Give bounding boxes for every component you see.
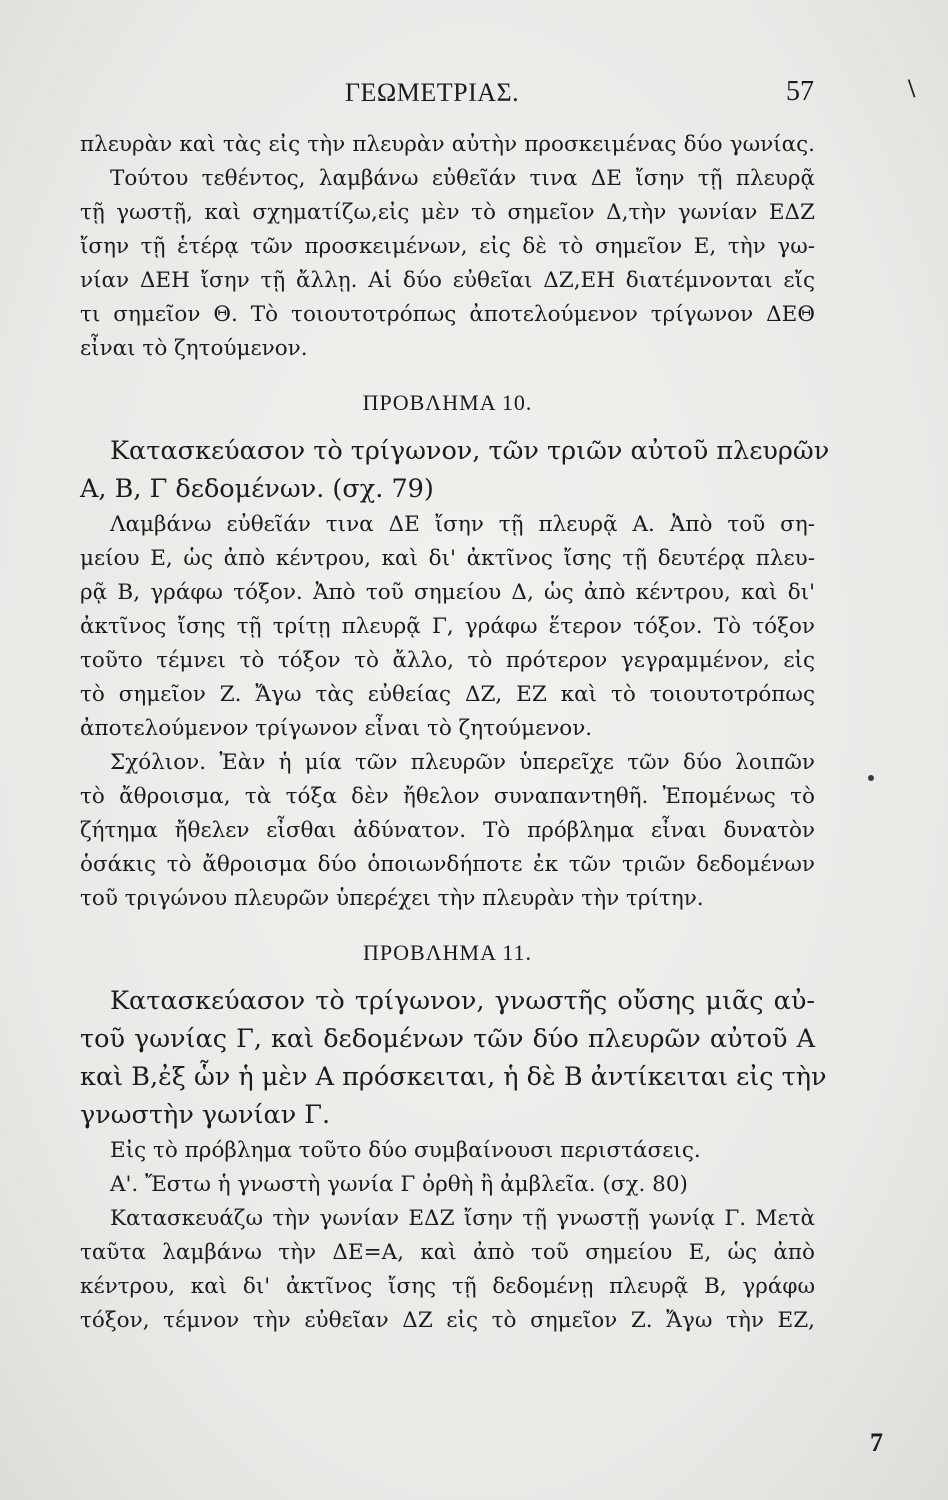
text-line: τὸ ἄθροισμα, τὰ τόξα δὲν ἤθελον συναπαντηθῆ. Ἐπομένως τὸ — [80, 784, 815, 809]
text-line: τὸ σημεῖον Ζ. Ἄγω τὰς εὐθείας ΔΖ, ΕΖ καὶ τὸ τοιουτοτρόπως — [80, 682, 815, 707]
text-line: τι σημεῖον Θ. Τὸ τοιουτοτρόπως ἀποτελούμενον τρίγωνον ΔΕΘ — [80, 302, 815, 327]
text-line: πλευρὰν καὶ τὰς εἰς τὴν πλευρὰν αὐτὴν προσκειμένας δύο γωνίας. — [80, 132, 815, 157]
corner-mark: \ — [908, 74, 916, 103]
text-line: ἀποτελούμενον τρίγωνον εἶναι τὸ ζητούμενον. — [80, 716, 593, 741]
proposition-line: Α, Β, Γ δεδομένων. (σχ. 79) — [80, 474, 434, 504]
text-line: τῇ γωστῇ, καὶ σχηματίζω,εἰς μὲν τὸ σημεῖον Δ,τὴν γωνίαν ΕΔΖ — [80, 200, 815, 225]
text-line: Α'. Ἔστω ἡ γνωστὴ γωνία Γ ὀρθὴ ἢ ἀμβλεῖα. (σχ. 80) — [110, 1172, 688, 1197]
page-footer — [0, 1420, 948, 1460]
text-line: νίαν ΔΕΗ ἴσην τῇ ἄλλῃ. Αἱ δύο εὐθεῖαι ΔΖ,ΕΗ διατέμνονται εἴς — [80, 268, 815, 293]
signature-mark: 7 — [870, 1428, 883, 1457]
text-line: ἴσην τῇ ἑτέρᾳ τῶν προσκειμένων, εἰς δὲ τὸ σημεῖον Ε, τὴν γω- — [80, 234, 815, 259]
text-line: ρᾷ Β, γράφω τόξον. Ἀπὸ τοῦ σημείου Δ, ὡς ἀπὸ κέντρου, καὶ δι' — [80, 580, 815, 605]
proposition-line: Κατασκεύασον τὸ τρίγωνον, γνωστῆς οὔσης μιᾶς αὐ- — [110, 986, 815, 1016]
problem-heading: ΠΡΟΒΛΗΜΑ 11. — [363, 940, 532, 965]
text-line: τόξον, τέμνον τὴν εὐθεῖαν ΔΖ εἰς τὸ σημεῖον Ζ. Ἄγω τὴν ΕΖ, — [80, 1308, 815, 1333]
ink-dot — [868, 775, 874, 781]
text-line: Σχόλιον. Ἐὰν ἡ μία τῶν πλευρῶν ὑπερεῖχε τῶν δύο λοιπῶν — [110, 750, 815, 775]
page-body — [80, 128, 830, 1338]
proposition-line: καὶ Β,ἐξ ὧν ἡ μὲν Α πρόσκειται, ἡ δὲ Β ἀντίκειται εἰς τὴν — [80, 1062, 827, 1092]
text-line: τοῦτο τέμνει τὸ τόξον τὸ ἄλλο, τὸ πρότερον γεγραμμένον, εἰς — [80, 648, 815, 673]
proposition-line: τοῦ γωνίας Γ, καὶ δεδομένων τῶν δύο πλευρῶν αὐτοῦ Α — [80, 1024, 815, 1054]
text-line: εἶναι τὸ ζητούμενον. — [80, 336, 308, 361]
text-line: ζήτημα ἤθελεν εἶσθαι ἀδύνατον. Τὸ πρόβλημα εἶναι δυνατὸν — [80, 818, 815, 843]
page-number: 57 — [786, 76, 814, 107]
text-line: μείου Ε, ὡς ἀπὸ κέντρου, καὶ δι' ἀκτῖνος ἴσης τῇ δευτέρᾳ πλευ- — [80, 546, 815, 571]
text-line: Εἰς τὸ πρόβλημα τοῦτο δύο συμβαίνουσι περιστάσεις. — [110, 1138, 701, 1163]
proposition-line: Κατασκεύασον τὸ τρίγωνον, τῶν τριῶν αὐτοῦ πλευρῶν — [110, 436, 830, 466]
page-header — [0, 70, 948, 110]
text-line: Λαμβάνω εὐθεῖάν τινα ΔΕ ἴσην τῇ πλευρᾷ Α. Ἀπὸ τοῦ ση- — [110, 512, 815, 537]
text-line: ὁσάκις τὸ ἄθροισμα δύο ὁποιωνδήποτε ἐκ τῶν τριῶν δεδομένων — [80, 852, 815, 877]
text-line: Κατασκευάζω τὴν γωνίαν ΕΔΖ ἴσην τῇ γνωστῇ γωνίᾳ Γ. Μετὰ — [110, 1206, 815, 1231]
text-line: ἀκτῖνος ἴσης τῇ τρίτῃ πλευρᾷ Γ, γράφω ἕτερον τόξον. Τὸ τόξον — [80, 614, 815, 639]
text-line: Τούτου τεθέντος, λαμβάνω εὐθεῖάν τινα ΔΕ ἴσην τῇ πλευρᾷ — [110, 166, 815, 191]
text-line: κέντρου, καὶ δι' ἀκτῖνος ἴσης τῇ δεδομένῃ πλευρᾷ Β, γράφω — [80, 1274, 815, 1299]
text-line: ταῦτα λαμβάνω τὴν ΔΕ=Α, καὶ ἀπὸ τοῦ σημείου Ε, ὡς ἀπὸ — [80, 1240, 815, 1265]
problem-heading: ΠΡΟΒΛΗΜΑ 10. — [362, 390, 533, 415]
proposition-line: γνωστὴν γωνίαν Γ. — [80, 1100, 331, 1130]
running-head: ΓΕΩΜΕΤΡΙΑΣ. — [345, 78, 520, 107]
text-line: τοῦ τριγώνου πλευρῶν ὑπερέχει τὴν πλευρὰν τὴν τρίτην. — [80, 886, 704, 911]
